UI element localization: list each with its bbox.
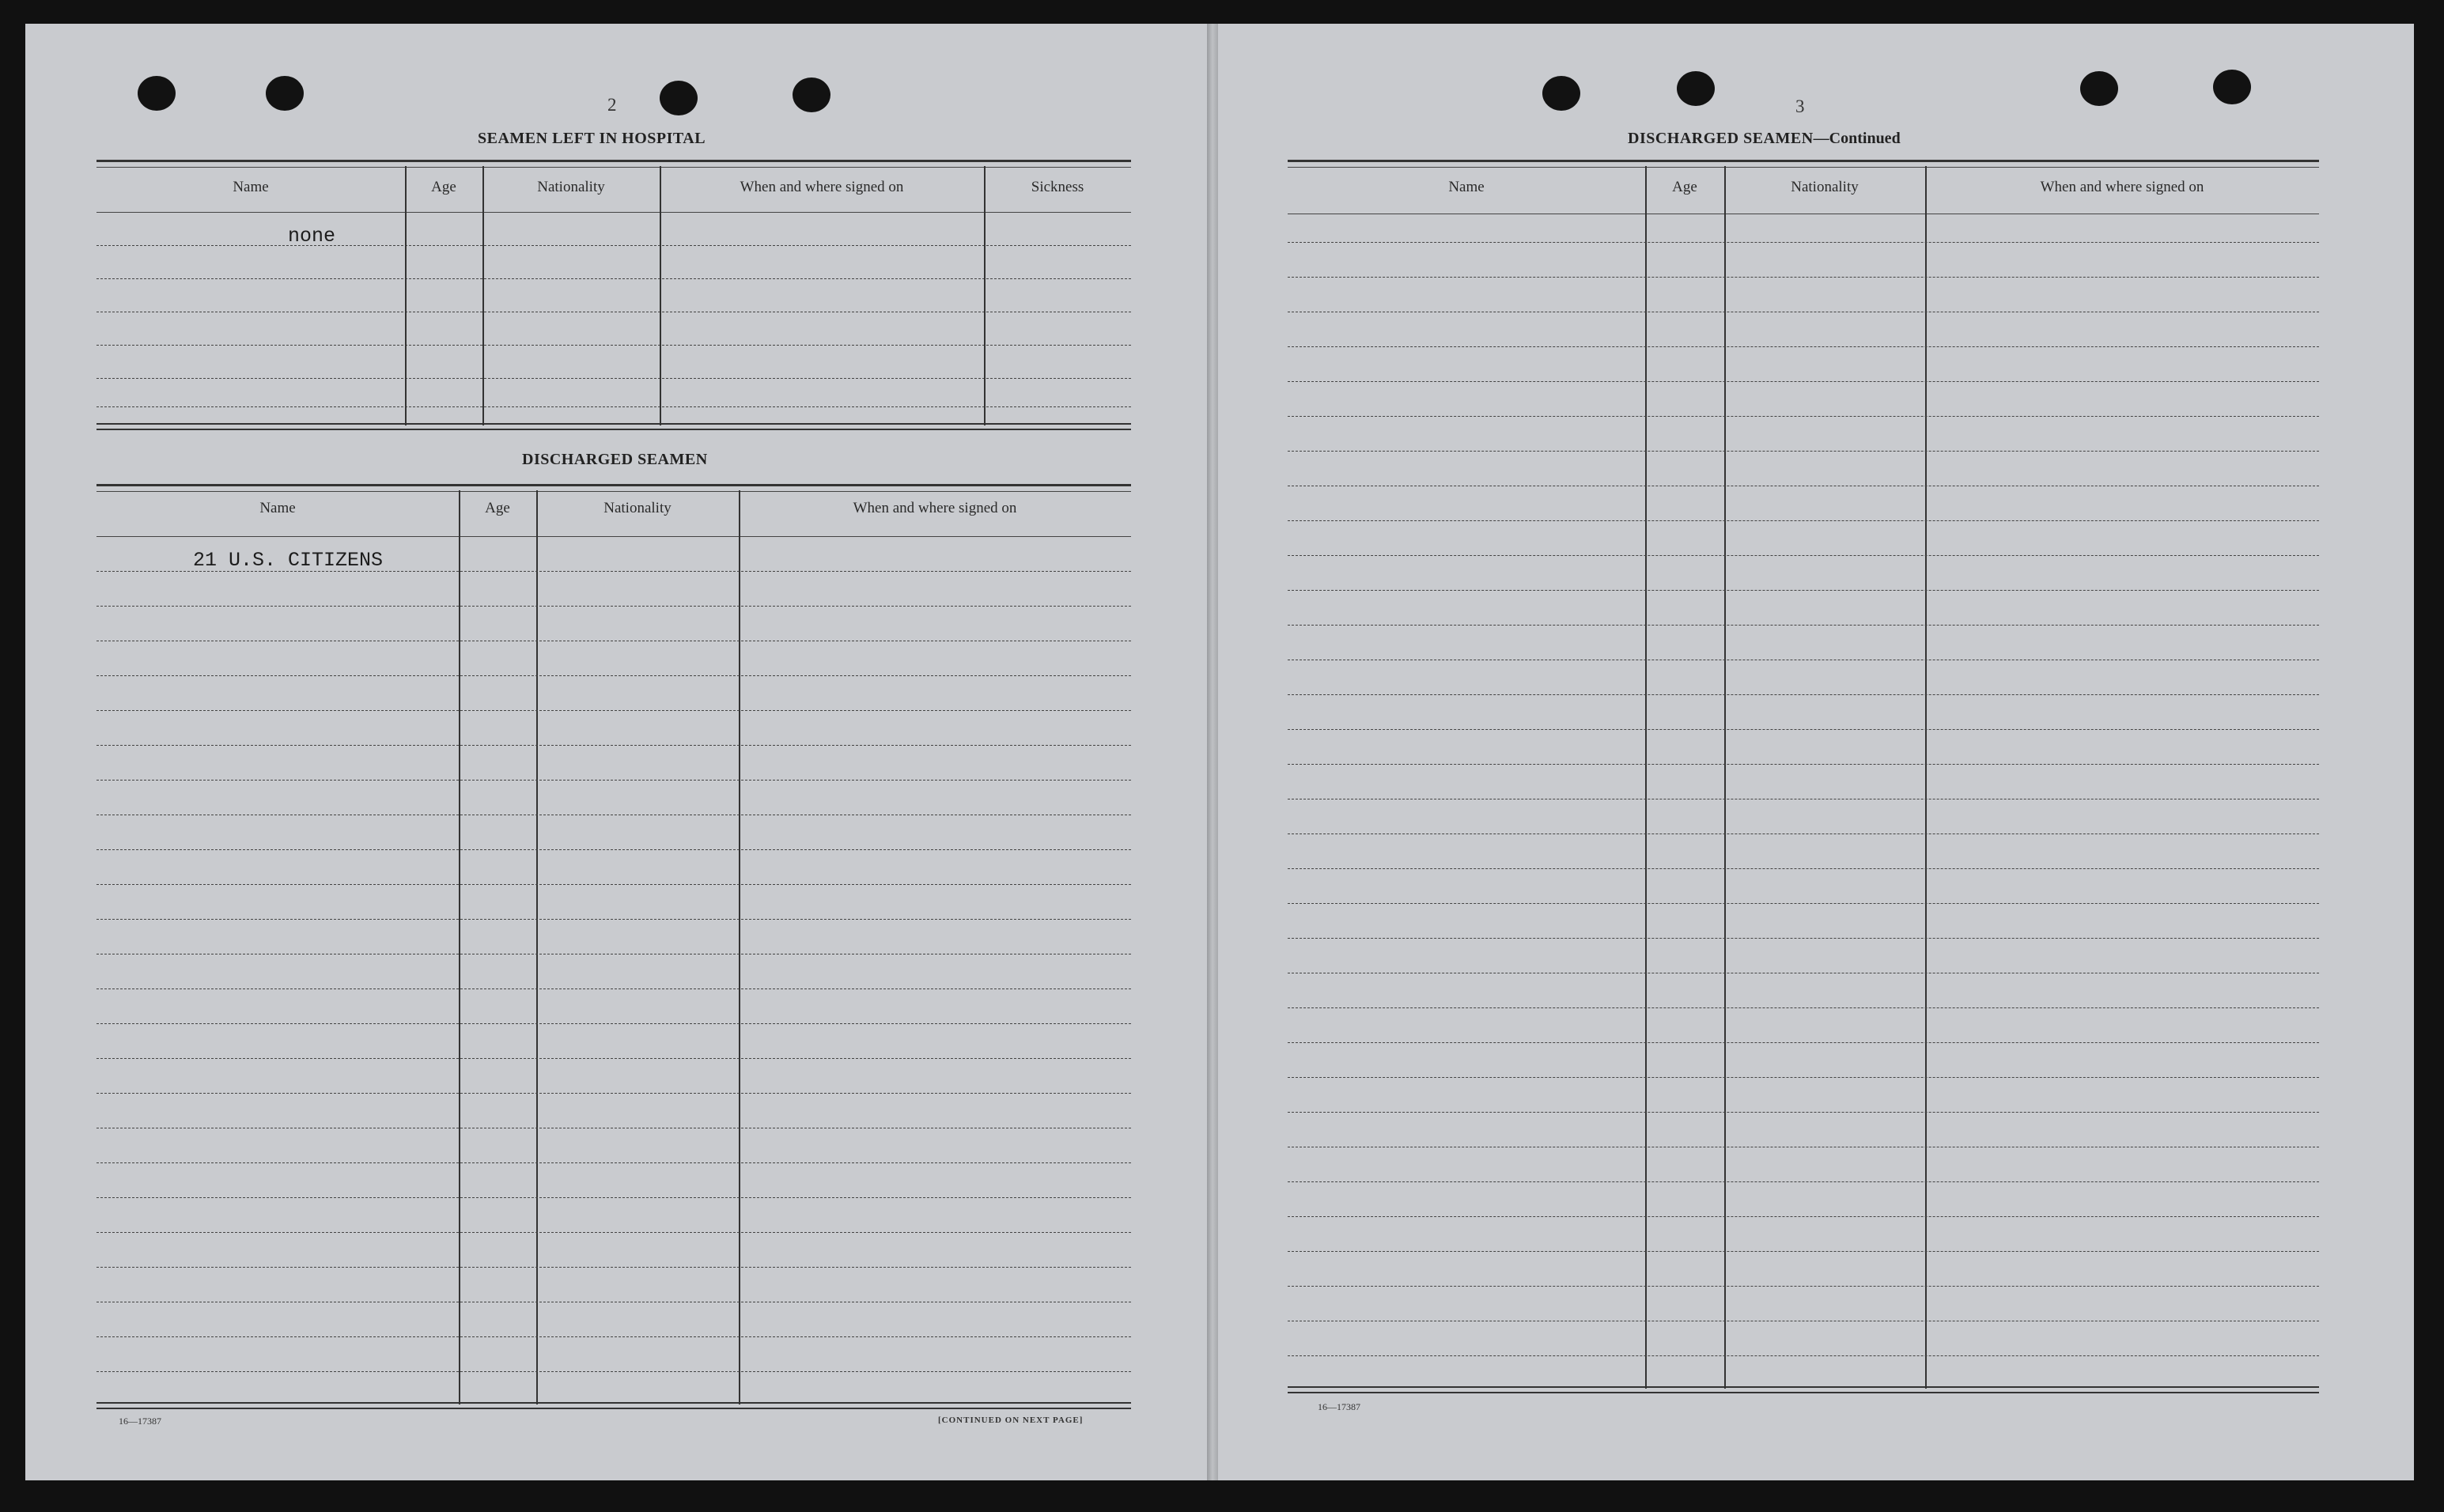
column-header-nationality: Nationality — [1791, 179, 1859, 195]
column-divider — [1925, 166, 1927, 1389]
row-rule — [96, 278, 1131, 279]
row-rule — [96, 1336, 1131, 1337]
punch-hole — [2080, 71, 2118, 106]
row-rule — [96, 1162, 1131, 1163]
discharged-entry-name: 21 U.S. CITIZENS — [193, 549, 384, 572]
column-divider — [482, 166, 484, 425]
row-rule — [1288, 903, 2319, 904]
row-rule — [96, 1267, 1131, 1268]
punch-hole — [1542, 76, 1580, 111]
row-rule — [96, 675, 1131, 676]
column-divider — [1645, 166, 1647, 1389]
row-rule — [1288, 625, 2319, 626]
row-rule — [1288, 346, 2319, 347]
table-top-rule — [96, 160, 1131, 168]
row-rule — [1288, 938, 2319, 939]
row-rule — [96, 710, 1131, 711]
row-rule — [1288, 277, 2319, 278]
row-rule — [96, 849, 1131, 850]
row-rule — [1288, 694, 2319, 695]
page-number: 2 — [607, 95, 617, 115]
table-bottom-rule — [96, 423, 1131, 430]
row-rule — [96, 345, 1131, 346]
row-rule — [96, 884, 1131, 885]
column-header-sickness: Sickness — [1031, 179, 1084, 195]
row-rule — [96, 406, 1131, 407]
row-rule — [96, 571, 1131, 572]
form-number: 16—17387 — [1318, 1401, 1360, 1412]
row-rule — [96, 1197, 1131, 1198]
row-rule — [1288, 833, 2319, 834]
row-rule — [96, 378, 1131, 379]
column-divider — [660, 166, 661, 425]
hospital-entry-name: none — [288, 225, 336, 248]
column-header-signed-on: When and where signed on — [853, 500, 1017, 516]
punch-hole — [138, 76, 176, 111]
punch-hole — [660, 81, 698, 115]
column-header-name: Name — [233, 179, 269, 195]
column-header-age: Age — [1672, 179, 1697, 195]
column-divider — [405, 166, 407, 425]
column-header-nationality: Nationality — [603, 500, 672, 516]
row-rule — [1288, 1181, 2319, 1182]
discharged-section-title: DISCHARGED SEAMEN — [522, 451, 708, 468]
row-rule — [1288, 1042, 2319, 1043]
punch-hole — [266, 76, 304, 111]
row-rule — [1288, 729, 2319, 730]
row-rule — [1288, 381, 2319, 382]
hospital-table — [96, 160, 1131, 425]
row-rule — [96, 988, 1131, 989]
table-top-rule — [1288, 160, 2319, 168]
punch-hole — [2213, 70, 2251, 104]
section-title-suffix: —Continued — [1813, 130, 1901, 147]
punch-hole — [793, 77, 830, 112]
column-header-nationality: Nationality — [537, 179, 605, 195]
discharged-continued-table — [1288, 160, 2319, 1389]
form-number: 16—17387 — [119, 1416, 161, 1427]
row-rule — [1288, 520, 2319, 521]
table-bottom-rule — [96, 1402, 1131, 1409]
row-rule — [96, 245, 1131, 246]
row-rule — [1288, 1216, 2319, 1217]
table-bottom-rule — [1288, 1386, 2319, 1393]
row-rule — [1288, 1355, 2319, 1356]
row-rule — [1288, 451, 2319, 452]
column-header-signed-on: When and where signed on — [2040, 179, 2204, 195]
row-rule — [96, 1371, 1131, 1372]
column-header-signed-on: When and where signed on — [740, 179, 904, 195]
table-top-rule — [96, 484, 1131, 492]
column-divider — [1724, 166, 1726, 1389]
row-rule — [96, 1023, 1131, 1024]
row-rule — [1288, 242, 2319, 243]
book-spine — [1207, 24, 1218, 1480]
column-header-name: Name — [1448, 179, 1485, 195]
column-header-age: Age — [485, 500, 510, 516]
row-rule — [96, 780, 1131, 781]
column-header-age: Age — [431, 179, 456, 195]
row-rule — [96, 1093, 1131, 1094]
discharged-continued-title — [1628, 130, 1901, 148]
row-rule — [96, 1058, 1131, 1059]
row-rule — [96, 1232, 1131, 1233]
row-rule — [1288, 1007, 2319, 1008]
row-rule — [1288, 416, 2319, 417]
punch-hole — [1677, 71, 1715, 106]
column-header-name: Name — [259, 500, 296, 516]
page-number: 3 — [1795, 96, 1805, 116]
row-rule — [1288, 764, 2319, 765]
row-rule — [96, 606, 1131, 607]
row-rule — [96, 919, 1131, 920]
column-divider — [984, 166, 986, 425]
row-rule — [1288, 1251, 2319, 1252]
row-rule — [1288, 868, 2319, 869]
row-rule — [96, 745, 1131, 746]
row-rule — [1288, 590, 2319, 591]
row-rule — [1288, 555, 2319, 556]
row-rule — [1288, 1112, 2319, 1113]
row-rule — [1288, 1286, 2319, 1287]
continued-note: [CONTINUED ON NEXT PAGE] — [938, 1416, 1084, 1425]
section-title: DISCHARGED SEAMEN — [1628, 130, 1814, 147]
header-rule — [96, 536, 1131, 537]
row-rule — [1288, 1077, 2319, 1078]
hospital-section-title: SEAMEN LEFT IN HOSPITAL — [478, 130, 706, 147]
header-rule — [96, 212, 1131, 213]
discharged-table — [96, 484, 1131, 1404]
